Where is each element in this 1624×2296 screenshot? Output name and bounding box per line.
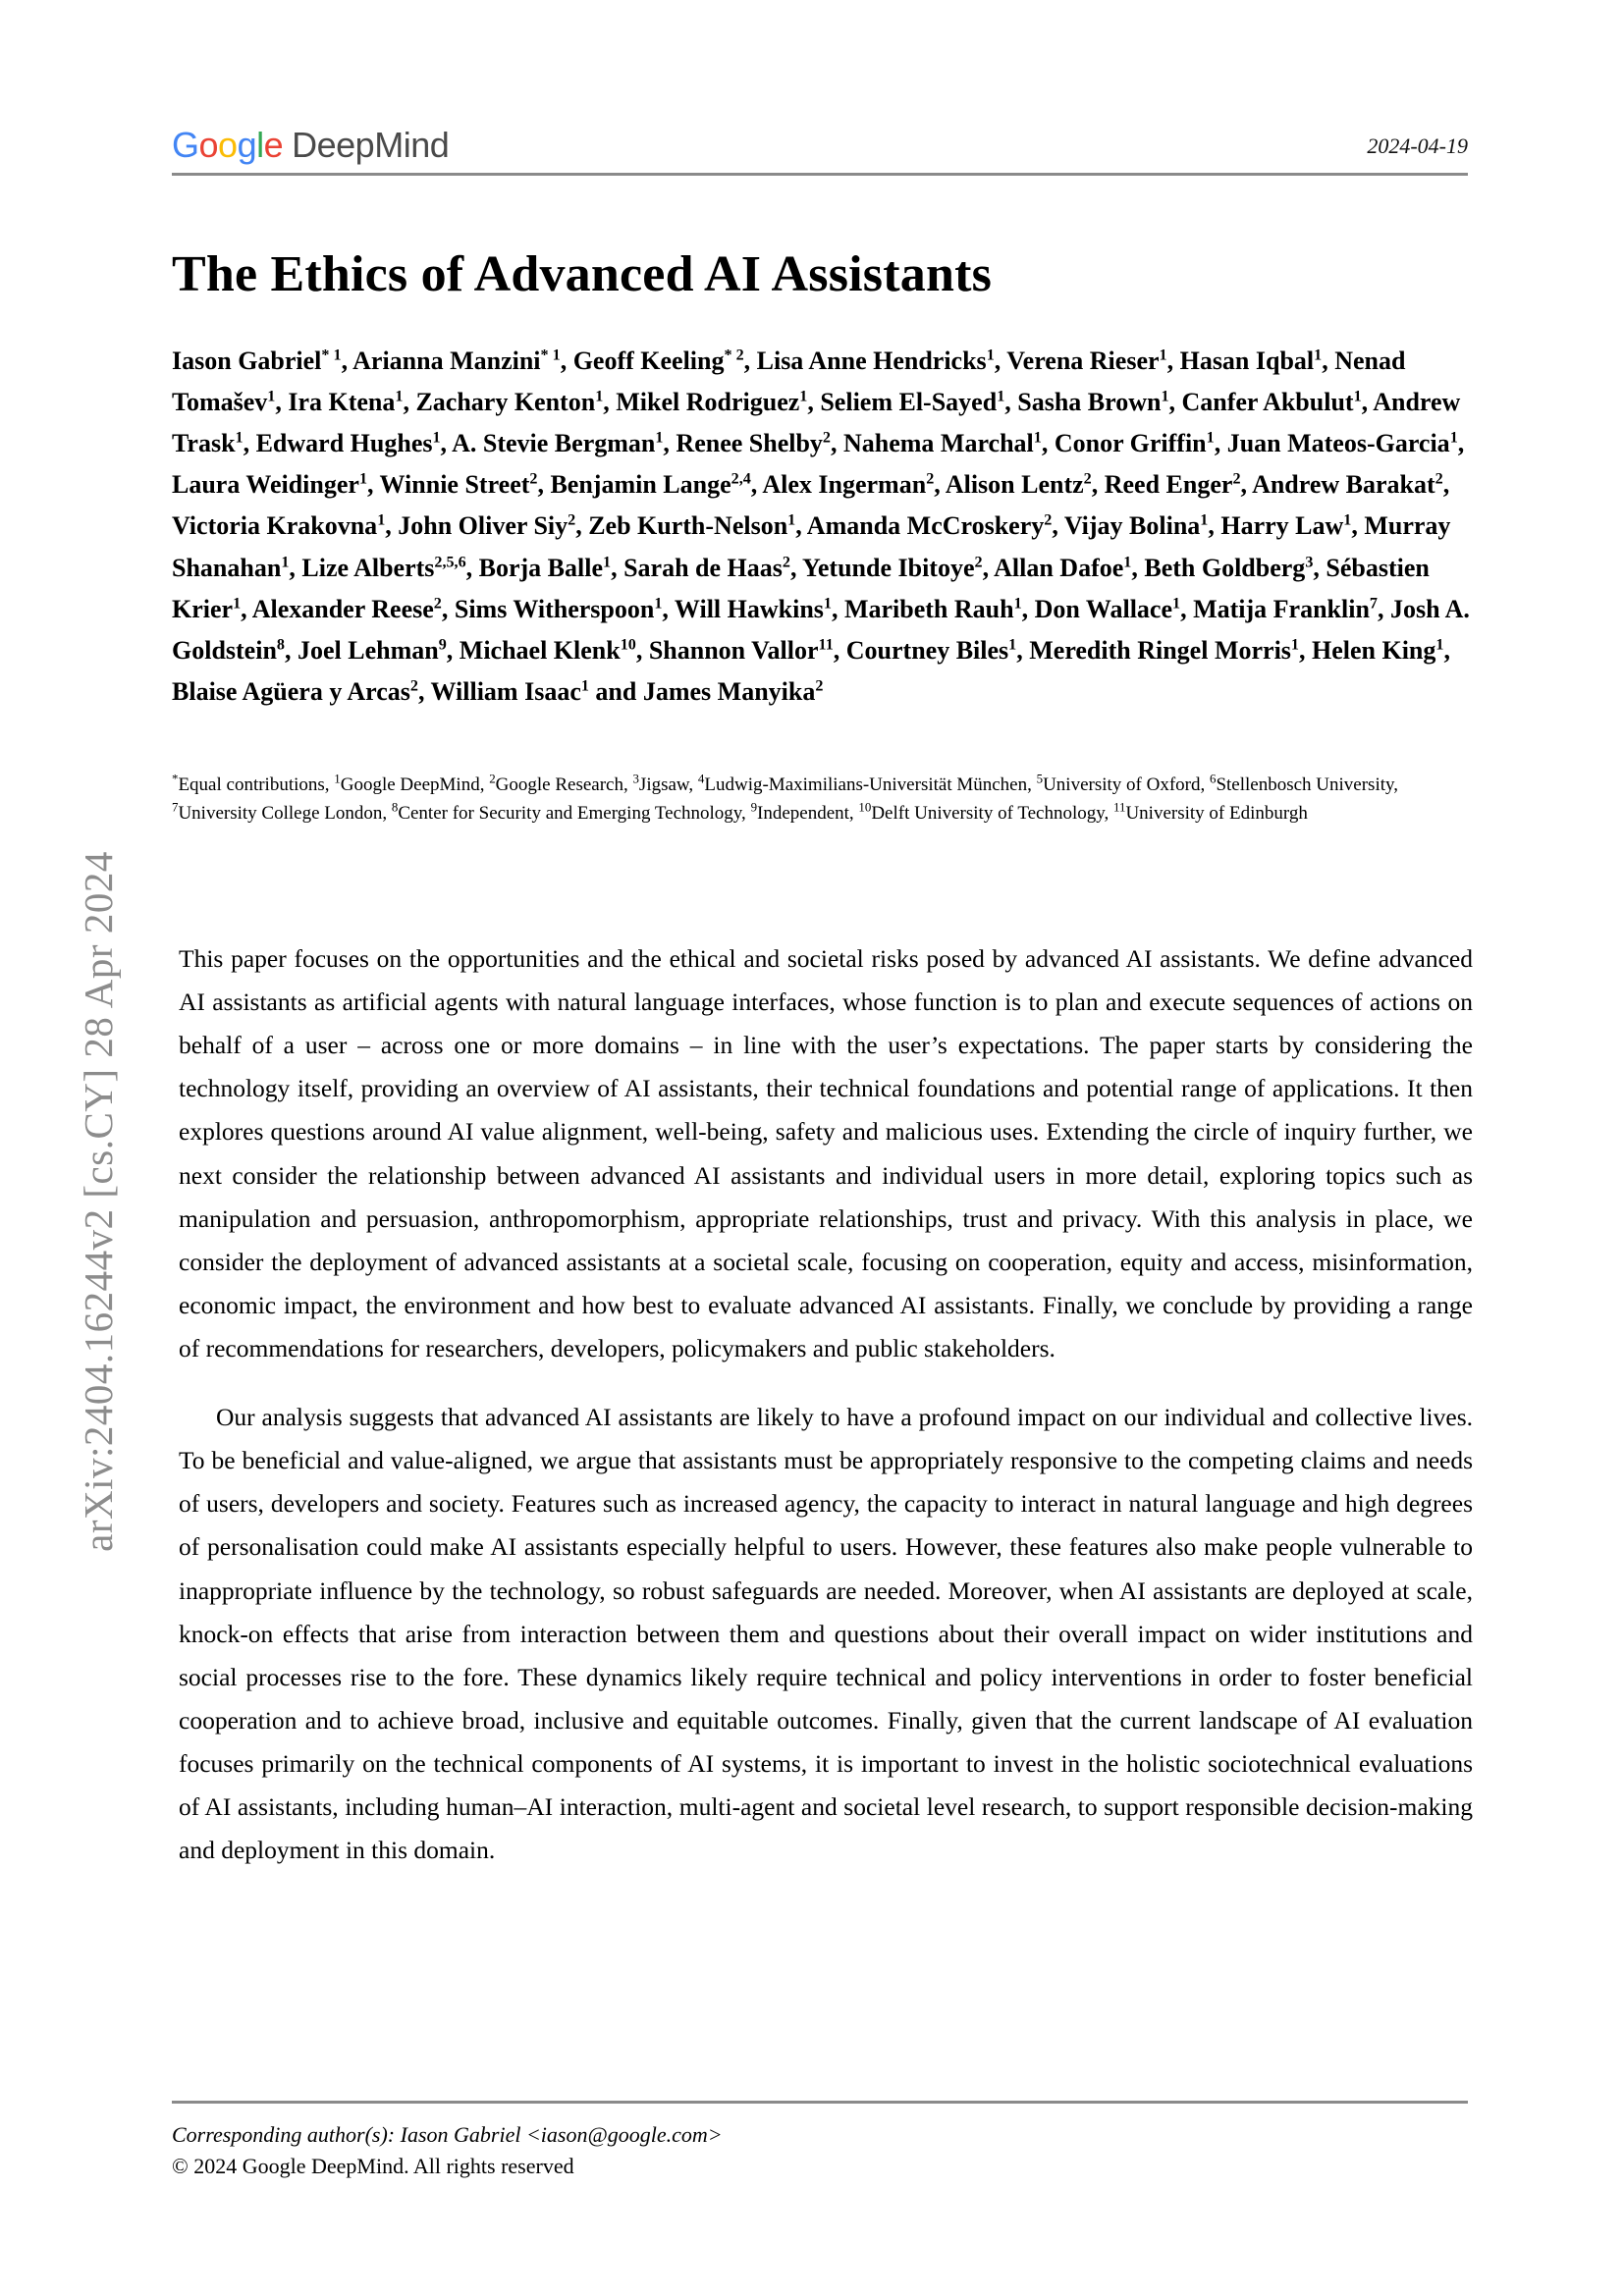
google-logo-letter-5: e — [263, 125, 284, 165]
google-logo-letter-4: l — [256, 125, 264, 165]
page-footer — [172, 2101, 1468, 2182]
google-logo-letter-0: G — [172, 125, 199, 165]
arxiv-stamp — [0, 0, 121, 2296]
google-logo-letter-3: g — [237, 125, 257, 165]
corresponding-author: Corresponding author(s): Iason Gabriel <iason@google.com> — [172, 2122, 723, 2147]
author-list: Iason Gabriel$^{* 1}$, Arianna Manzini$^{* 1}$, Geoff Keeling$^{* 2}$, Lisa Anne Hendricks$^1$, Verena Rieser$^1$, Hasan Iqbal$^1$, Nenad Tomašev$^1$, Ira Ktena$^1$, Zachary Kenton$^1$, Mikel Rodriguez$^1$, Seliem El-Sayed$^1$, Sasha Brown$^1$, Canfer Akbulut$^1$, Andrew Trask$^1$, Edward Hughes$^1$, A. Stevie Bergman$^1$, Renee Shelby$^2$, Nahema Marchal$^1$, Conor Griffin$^1$, Juan Mateos-Garcia$^1$, Laura Weidinger$^1$, Winnie Street$^2$, Benjamin Lange$^{2,4}$, Alex Ingerman$^2$, Alison Lentz$^2$, Reed Enger$^2$, Andrew Barakat$^2$, Victoria Krakovna$^1$, John Oliver Siy$^2$, Zeb Kurth-Nelson$^1$, Amanda McCroskery$^2$, Vijay Bolina$^1$, Harry Law$^1$, Murray Shanahan$^1$, Lize Alberts$^{2,5,6}$, Borja Balle$^1$, Sarah de Haas$^2$, Yetunde Ibitoye$^2$, Allan Dafoe$^1$, Beth Goldberg$^3$, Sébastien Krier$^1$, Alexander Reese$^2$, Sims Witherspoon$^1$, Will Hawkins$^1$, Maribeth Rauh$^1$, Don Wallace$^1$, Matija Franklin$^7$, Josh A. Goldstein$^8$, Joel Lehman$^9$, Michael Klenk$^{10}$, Shannon Vallor$^{11}$, Courtney Biles$^1$, Meredith Ringel Morris$^1$, Helen King$^1$, Blaise Agüera y Arcas$^2$, William Isaac$^1$ and James Manyika$^2$ — [172, 347, 1470, 706]
page-title: The Ethics of Advanced AI Assistants — [172, 245, 993, 302]
abstract-paragraph-2: Our analysis suggests that advanced AI assistants are likely to have a profound impact on our individual and collective lives. To be beneficial and value-aligned, we argue that assistants must be appropriately responsive to the competing claims and needs of users, developers and society. Features such as increased agency, the capacity to interact in natural language and high degrees of personalisation could make AI assistants especially helpful to users. However, these features also make people vulnerable to inappropriate influence by the technology, so robust safeguards are needed. Moreover, when AI assistants are deployed at scale, knock-on effects that arise from interaction between them and questions about their overall impact on wider institutions and social processes rise to the fore. These dynamics likely require technical and policy interventions in order to foster beneficial cooperation and to achieve broad, inclusive and equitable outcomes. Finally, given that the current landscape of AI evaluation focuses primarily on the technical components of AI systems, it is important to invest in the holistic sociotechnical evaluations of AI assistants, including human–AI interaction, multi-agent and societal level research, to support responsible decision-making and deployment in this domain. — [179, 1403, 1473, 1865]
google-logo-letter-2: o — [218, 125, 238, 165]
google-wordmark — [172, 125, 284, 165]
abstract — [179, 937, 1473, 1872]
deepmind-wordmark: DeepMind — [292, 125, 450, 165]
google-deepmind-logo — [172, 125, 450, 165]
arxiv-stamp-text: arXiv:2404.16244v2 [cs.CY] 28 Apr 2024 — [76, 851, 121, 1552]
affiliation-list: *Equal contributions, $^1$Google DeepMind, $^2$Google Research, $^3$Jigsaw, $^4$Ludwig-Maximilians-Universität München, $^5$University of Oxford, $^6$Stellenbosch University, $^7$University College London, $^8$Center for Security and Emerging Technology, $^9$Independent, $^{10}$Delft University of Technology, $^{11}$University of Edinburgh — [172, 771, 1399, 825]
publication-date: 2024-04-19 — [1367, 133, 1468, 158]
page-header — [172, 125, 1468, 176]
copyright-notice: © 2024 Google DeepMind. All rights reserved — [172, 2153, 574, 2178]
abstract-paragraph-1: This paper focuses on the opportunities and the ethical and societal risks posed by advanced AI assistants. We define advanced AI assistants as artificial agents with natural language interfaces, whose function is to plan and execute sequences of actions on behalf of a user – across one or more domains – in line with the user’s expectations. The paper starts by considering the technology itself, providing an overview of AI assistants, their technical foundations and potential range of applications. It then explores questions around AI value alignment, well-being, safety and malicious uses. Extending the circle of inquiry further, we next consider the relationship between advanced AI assistants and individual users in more detail, exploring topics such as manipulation and persuasion, anthropomorphism, appropriate relationships, trust and privacy. With this analysis in place, we consider the deployment of advanced assistants at a societal scale, focusing on cooperation, equity and access, misinformation, economic impact, the environment and how best to evaluate advanced AI assistants. Finally, we conclude by providing a range of recommendations for researchers, developers, policymakers and public stakeholders. — [179, 944, 1473, 1362]
google-logo-letter-1: o — [198, 125, 219, 165]
